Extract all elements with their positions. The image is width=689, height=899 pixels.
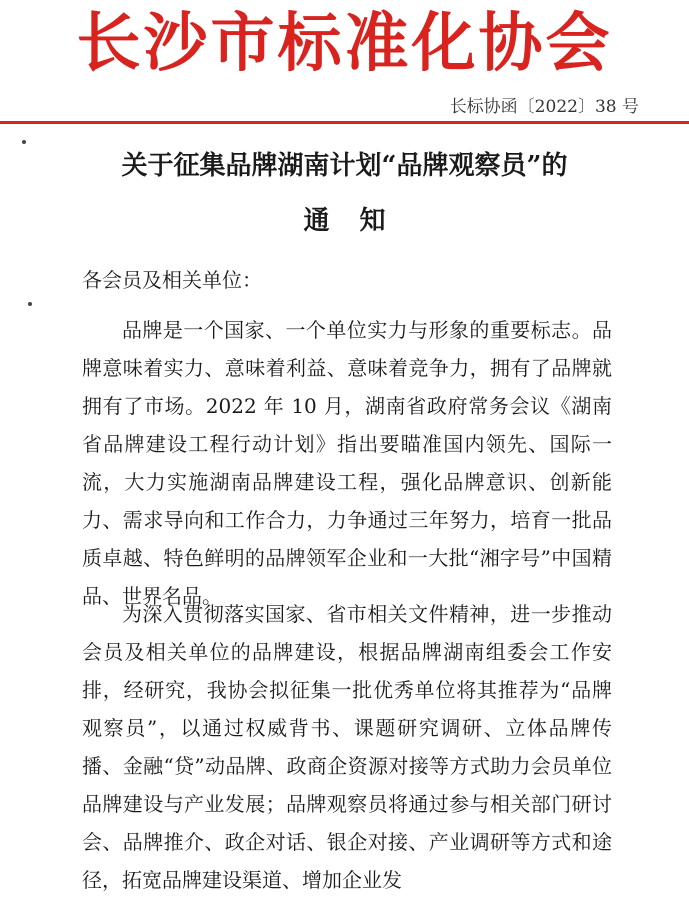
scan-speck	[22, 140, 26, 144]
notice-title-line1: 关于征集品牌湖南计划“品牌观察员”的	[121, 151, 568, 181]
salutation: 各会员及相关单位：	[82, 268, 262, 292]
scan-speck	[28, 302, 32, 306]
letterhead-org-name: 长沙市标准化协会	[76, 6, 613, 81]
body-paragraph-2: 为深入贯彻落实国家、省市相关文件精神，进一步推动会员及相关单位的品牌建设，根据品牌湖南组委会工作安排，经研究，我协会拟征集一批优秀单位将其推荐为“品牌观察员”，以通过权威背书、课题研究调研、立体品牌传播、金融“贷”动品牌、政商企资源对接等方式助力会员单位品牌建设与产业发展；品牌观察员将通过参与相关部门研讨会、品牌推介、政企对话、银企对接、产业调研等方式和途径，拓宽品牌建设渠道、增加企业发	[82, 602, 612, 892]
letterhead-divider	[0, 121, 689, 124]
document-number: 长标协函〔2022〕38 号	[449, 97, 639, 117]
notice-title-line2: 通知	[303, 206, 416, 236]
body-paragraph-1: 品牌是一个国家、一个单位实力与形象的重要标志。品牌意味着实力、意味着利益、意味着竞争力，拥有了品牌就拥有了市场。2022 年 10 月，湖南省政府常务会议《湖南省品牌建设工程行动计划》指出要瞄准国内领先、国际一流，大力实施湖南品牌建设工程，强化品牌意识、创新能力、需求导向和工作合力，力争通过三年努力，培育一批品质卓越、特色鲜明的品牌领军企业和一大批“湘字号”中国精品、世界名品。	[82, 318, 612, 608]
